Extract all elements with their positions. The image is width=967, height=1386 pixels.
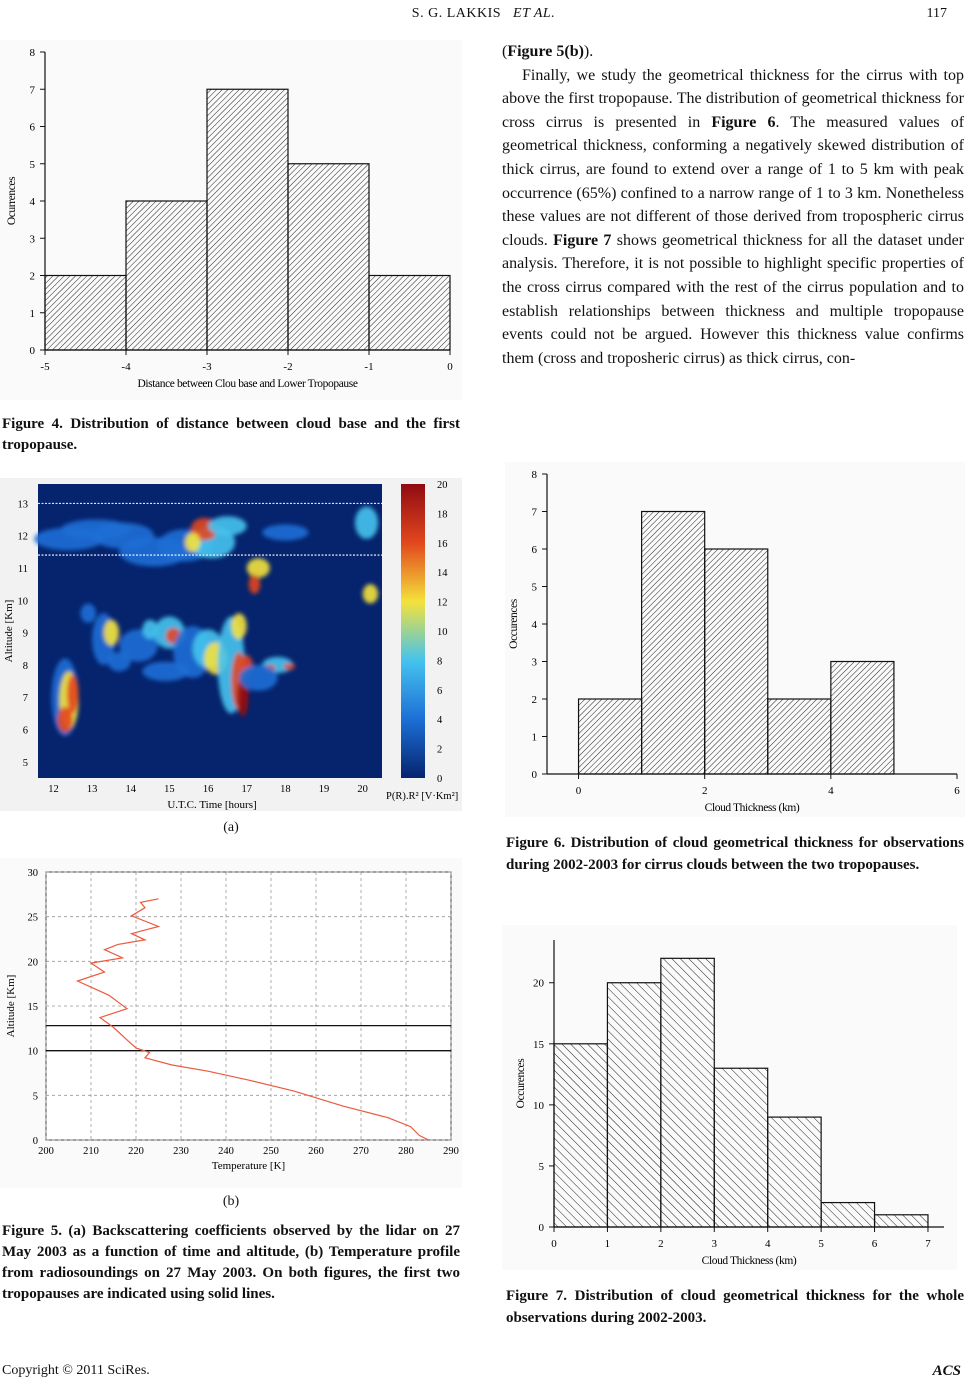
running-title-etal: ET AL. xyxy=(513,6,556,21)
histogram-bar xyxy=(705,549,768,774)
colorbar-tick-label: 4 xyxy=(437,715,443,727)
y-tick-label: 15 xyxy=(533,1038,544,1051)
x-tick-label: 0 xyxy=(575,785,582,797)
x-tick-label: 1 xyxy=(604,1238,611,1250)
y-tick-label: 25 xyxy=(27,912,38,924)
histogram-bar xyxy=(579,699,642,774)
x-axis-label: Temperature [K] xyxy=(211,1160,286,1172)
lidar-cloud-patch xyxy=(262,524,308,540)
x-axis-label: Cloud Thickness (km) xyxy=(701,1255,797,1267)
text-run: Figure 5(b) xyxy=(507,43,584,60)
y-tick-label: 1 xyxy=(531,731,537,744)
lidar-cloud-patch xyxy=(142,662,188,681)
x-tick-label: 0 xyxy=(447,361,453,373)
x-tick-label: 210 xyxy=(83,1146,99,1157)
histogram-bar xyxy=(126,201,207,350)
histogram-bar xyxy=(288,164,369,350)
y-tick-label: 9 xyxy=(22,628,28,640)
y-tick-label: 15 xyxy=(27,1002,38,1013)
x-tick-label: 12 xyxy=(48,784,59,795)
x-tick-label: 14 xyxy=(125,784,137,795)
y-tick-label: 5 xyxy=(22,757,28,769)
figure-4 xyxy=(0,40,462,400)
figure-4-caption: Figure 4. Distribution of distance between cloud base and the first tropopause. xyxy=(2,416,460,453)
running-title xyxy=(0,6,967,22)
lidar-cloud-patch xyxy=(283,663,295,669)
y-tick-label: 6 xyxy=(29,121,35,134)
y-tick-label: 20 xyxy=(27,957,38,969)
x-tick-label: 6 xyxy=(954,785,960,797)
x-tick-label: 3 xyxy=(711,1238,718,1250)
histogram-bar xyxy=(554,1044,607,1227)
figure-7-chart xyxy=(502,925,957,1270)
y-tick-label: 8 xyxy=(22,660,28,672)
colorbar-label: P(R).R² [V·Km²] xyxy=(386,791,459,802)
y-axis-label: Occurences xyxy=(515,1058,527,1109)
lidar-cloud-patch xyxy=(57,707,72,733)
footer-copyright: Copyright © 2011 SciRes. xyxy=(2,1363,150,1378)
text-run: . The measured values of geometrical thickness, conforming a negatively skewed distribution of thick cirrus, are found to extend over a range of 1 to 5 km with peak occurrence (65%) confined to a narrow range of 1 to 3 km. Nonetheless these values are not different of those derived from tropospheric cirrus clouds. xyxy=(502,113,965,249)
colorbar xyxy=(401,484,425,778)
y-axis-label: Ocurrences xyxy=(6,176,18,226)
y-tick-label: 3 xyxy=(29,233,35,246)
colorbar-tick-label: 12 xyxy=(437,597,448,609)
x-tick-label: 6 xyxy=(871,1238,878,1250)
figure-5a-lidar-plot xyxy=(0,478,462,811)
colorbar-tick-label: 20 xyxy=(437,480,448,491)
y-tick-label: 4 xyxy=(29,196,35,208)
y-tick-label: 3 xyxy=(531,656,537,669)
y-tick-label: 6 xyxy=(531,544,537,556)
colorbar-tick-label: 16 xyxy=(437,538,448,550)
x-tick-label: -1 xyxy=(364,361,374,373)
y-tick-label: 5 xyxy=(538,1160,544,1173)
figure-5a xyxy=(0,478,462,811)
x-tick-label: 2 xyxy=(658,1238,664,1250)
lidar-cloud-patch xyxy=(208,516,247,535)
x-tick-label: 220 xyxy=(128,1146,144,1157)
figure-5a-label: (a) xyxy=(223,820,239,835)
x-tick-label: 16 xyxy=(202,784,214,795)
y-tick-label: 1 xyxy=(29,307,35,320)
x-tick-label: 19 xyxy=(318,784,330,795)
x-tick-label: 17 xyxy=(241,784,252,795)
y-axis-label: Altitude [Km] xyxy=(3,599,15,663)
page-number: 117 xyxy=(926,6,947,21)
x-tick-label: 240 xyxy=(218,1146,234,1157)
y-tick-label: 0 xyxy=(538,1222,544,1234)
y-tick-label: 0 xyxy=(32,1136,38,1147)
y-tick-label: 2 xyxy=(29,270,35,283)
lidar-cloud-patch xyxy=(231,613,246,639)
x-tick-label: 7 xyxy=(925,1238,931,1250)
x-tick-label: 4 xyxy=(828,785,834,797)
colorbar-tick-label: 0 xyxy=(437,774,443,785)
x-tick-label: 2 xyxy=(701,785,708,797)
lidar-cloud-patch xyxy=(104,620,119,646)
x-tick-label: 20 xyxy=(357,784,368,795)
text-run: ( xyxy=(502,43,508,60)
y-tick-label: 8 xyxy=(29,47,35,59)
y-tick-label: 7 xyxy=(531,506,537,519)
y-tick-label: 5 xyxy=(32,1091,38,1103)
colorbar-tick-label: 10 xyxy=(437,627,448,638)
x-tick-label: 230 xyxy=(173,1146,189,1157)
lidar-cloud-patch xyxy=(185,532,200,551)
y-tick-label: 7 xyxy=(22,693,28,705)
x-tick-label: 13 xyxy=(86,784,98,795)
y-tick-label: 6 xyxy=(22,725,28,737)
y-tick-label: 4 xyxy=(531,619,537,631)
x-tick-label: 250 xyxy=(263,1146,279,1157)
y-axis-label: Altitude [Km] xyxy=(5,974,17,1038)
paragraph-0 xyxy=(502,40,964,64)
y-tick-label: 5 xyxy=(29,158,35,171)
footer-journal: ACS xyxy=(932,1363,961,1379)
colorbar-tick-label: 18 xyxy=(437,509,448,521)
x-tick-label: 260 xyxy=(308,1146,324,1157)
text-run: Figure 6 xyxy=(711,113,776,131)
colorbar-tick-label: 8 xyxy=(437,656,443,668)
x-tick-label: 4 xyxy=(764,1238,771,1250)
y-tick-label: 10 xyxy=(533,1099,544,1112)
y-tick-label: 0 xyxy=(531,769,537,781)
x-tick-label: 18 xyxy=(280,784,291,795)
figure-6-chart xyxy=(505,462,965,817)
y-tick-label: 20 xyxy=(533,977,544,990)
histogram-bar xyxy=(607,983,660,1227)
y-tick-label: 0 xyxy=(29,345,35,357)
colorbar-tick-label: 6 xyxy=(437,685,443,697)
x-tick-label: 5 xyxy=(818,1238,824,1250)
text-run: Figure 7 xyxy=(553,231,612,249)
lidar-cloud-patch xyxy=(247,558,270,577)
y-tick-label: 5 xyxy=(531,581,537,594)
x-tick-label: 280 xyxy=(398,1146,414,1157)
figure-6 xyxy=(505,462,965,817)
x-tick-label: -5 xyxy=(40,361,50,373)
x-tick-label: 15 xyxy=(164,784,175,795)
colorbar-tick-label: 14 xyxy=(437,568,448,580)
histogram-bar xyxy=(768,699,831,774)
figure-5b-label: (b) xyxy=(222,1194,240,1209)
y-tick-label: 7 xyxy=(29,84,35,97)
histogram-bar xyxy=(831,662,894,775)
figure-5-caption: Figure 5. (a) Backscattering coefficients observed by the lidar on 27 May 2003 as a function of time and altitude, (b) Temperature profile from radiosoundings on 27 May 2003. On both figures, the first two tropopauses are indicated using solid lines. xyxy=(2,1223,460,1302)
y-tick-label: 10 xyxy=(17,596,28,608)
x-tick-label: -4 xyxy=(121,361,131,373)
figure-5b xyxy=(0,858,462,1188)
x-tick-label: 200 xyxy=(38,1146,54,1157)
colorbar-tick-label: 2 xyxy=(437,744,443,756)
text-run: ). xyxy=(583,43,594,60)
histogram-bar xyxy=(768,1117,821,1227)
histogram-bar xyxy=(821,1203,874,1227)
lidar-cloud-patch xyxy=(239,665,278,691)
histogram-bar xyxy=(369,276,450,351)
histogram-bar xyxy=(875,1215,928,1227)
lidar-cloud-patch xyxy=(249,574,261,593)
figure-4-chart xyxy=(0,40,462,400)
y-tick-label: 30 xyxy=(27,868,38,879)
y-tick-label: 10 xyxy=(27,1046,38,1058)
y-tick-label: 8 xyxy=(531,469,537,481)
paragraph-1 xyxy=(502,64,964,371)
x-tick-label: 0 xyxy=(551,1238,557,1250)
y-tick-label: 2 xyxy=(531,694,537,706)
figure-6-caption: Figure 6. Distribution of cloud geometrical thickness for observations during 2002-2003 for cirrus clouds between the two tropopauses. xyxy=(506,835,964,873)
y-tick-label: 13 xyxy=(17,499,28,511)
x-tick-label: -2 xyxy=(283,361,293,373)
y-tick-label: 12 xyxy=(17,531,28,543)
running-title-authors: S. G. LAKKIS xyxy=(411,6,502,21)
x-tick-label: -3 xyxy=(202,361,212,373)
lidar-cloud-patch xyxy=(108,652,131,671)
histogram-bar xyxy=(642,512,705,775)
text-run: Finally, we study the geometrical thickness for the cirrus with top above the first tropopause. The distribution of geometrical thickness for cross cirrus is presented in xyxy=(502,66,964,131)
x-axis-label: Distance between Clou base and Lower Tropopause xyxy=(137,378,358,390)
lidar-cloud-patch xyxy=(67,675,79,714)
figure-7-caption: Figure 7. Distribution of cloud geometrical thickness for the whole observations during 2002-2003. xyxy=(506,1288,964,1326)
histogram-bar xyxy=(714,1068,767,1227)
figure-5b-temperature-profile xyxy=(0,858,462,1188)
histogram-bar xyxy=(45,276,126,351)
x-axis-label: Cloud Thickness (km) xyxy=(704,802,800,814)
lidar-cloud-patch xyxy=(363,584,378,603)
lidar-cloud-patch xyxy=(81,604,96,623)
y-tick-label: 11 xyxy=(17,564,28,575)
histogram-bar xyxy=(661,958,714,1227)
text-run: shows geometrical thickness for all the dataset under analysis. Therefore, it is not possible to highlight specific properties of the cross cirrus compared with the rest of the cirrus population and to establish relationships between thickness and multiple tropopause events could not be argued. However this thickness value confirms them (cross and troposheric cirrus) as thick cirrus, con- xyxy=(502,231,965,367)
x-tick-label: 270 xyxy=(353,1146,369,1157)
figure-7 xyxy=(502,925,957,1270)
body-text xyxy=(502,40,964,370)
running-header xyxy=(0,0,967,28)
x-tick-label: 290 xyxy=(443,1146,459,1157)
histogram-bar xyxy=(207,89,288,350)
x-axis-label: U.T.C. Time [hours] xyxy=(167,799,257,811)
y-axis-label: Occurences xyxy=(508,599,520,649)
lidar-cloud-patch xyxy=(355,507,378,539)
